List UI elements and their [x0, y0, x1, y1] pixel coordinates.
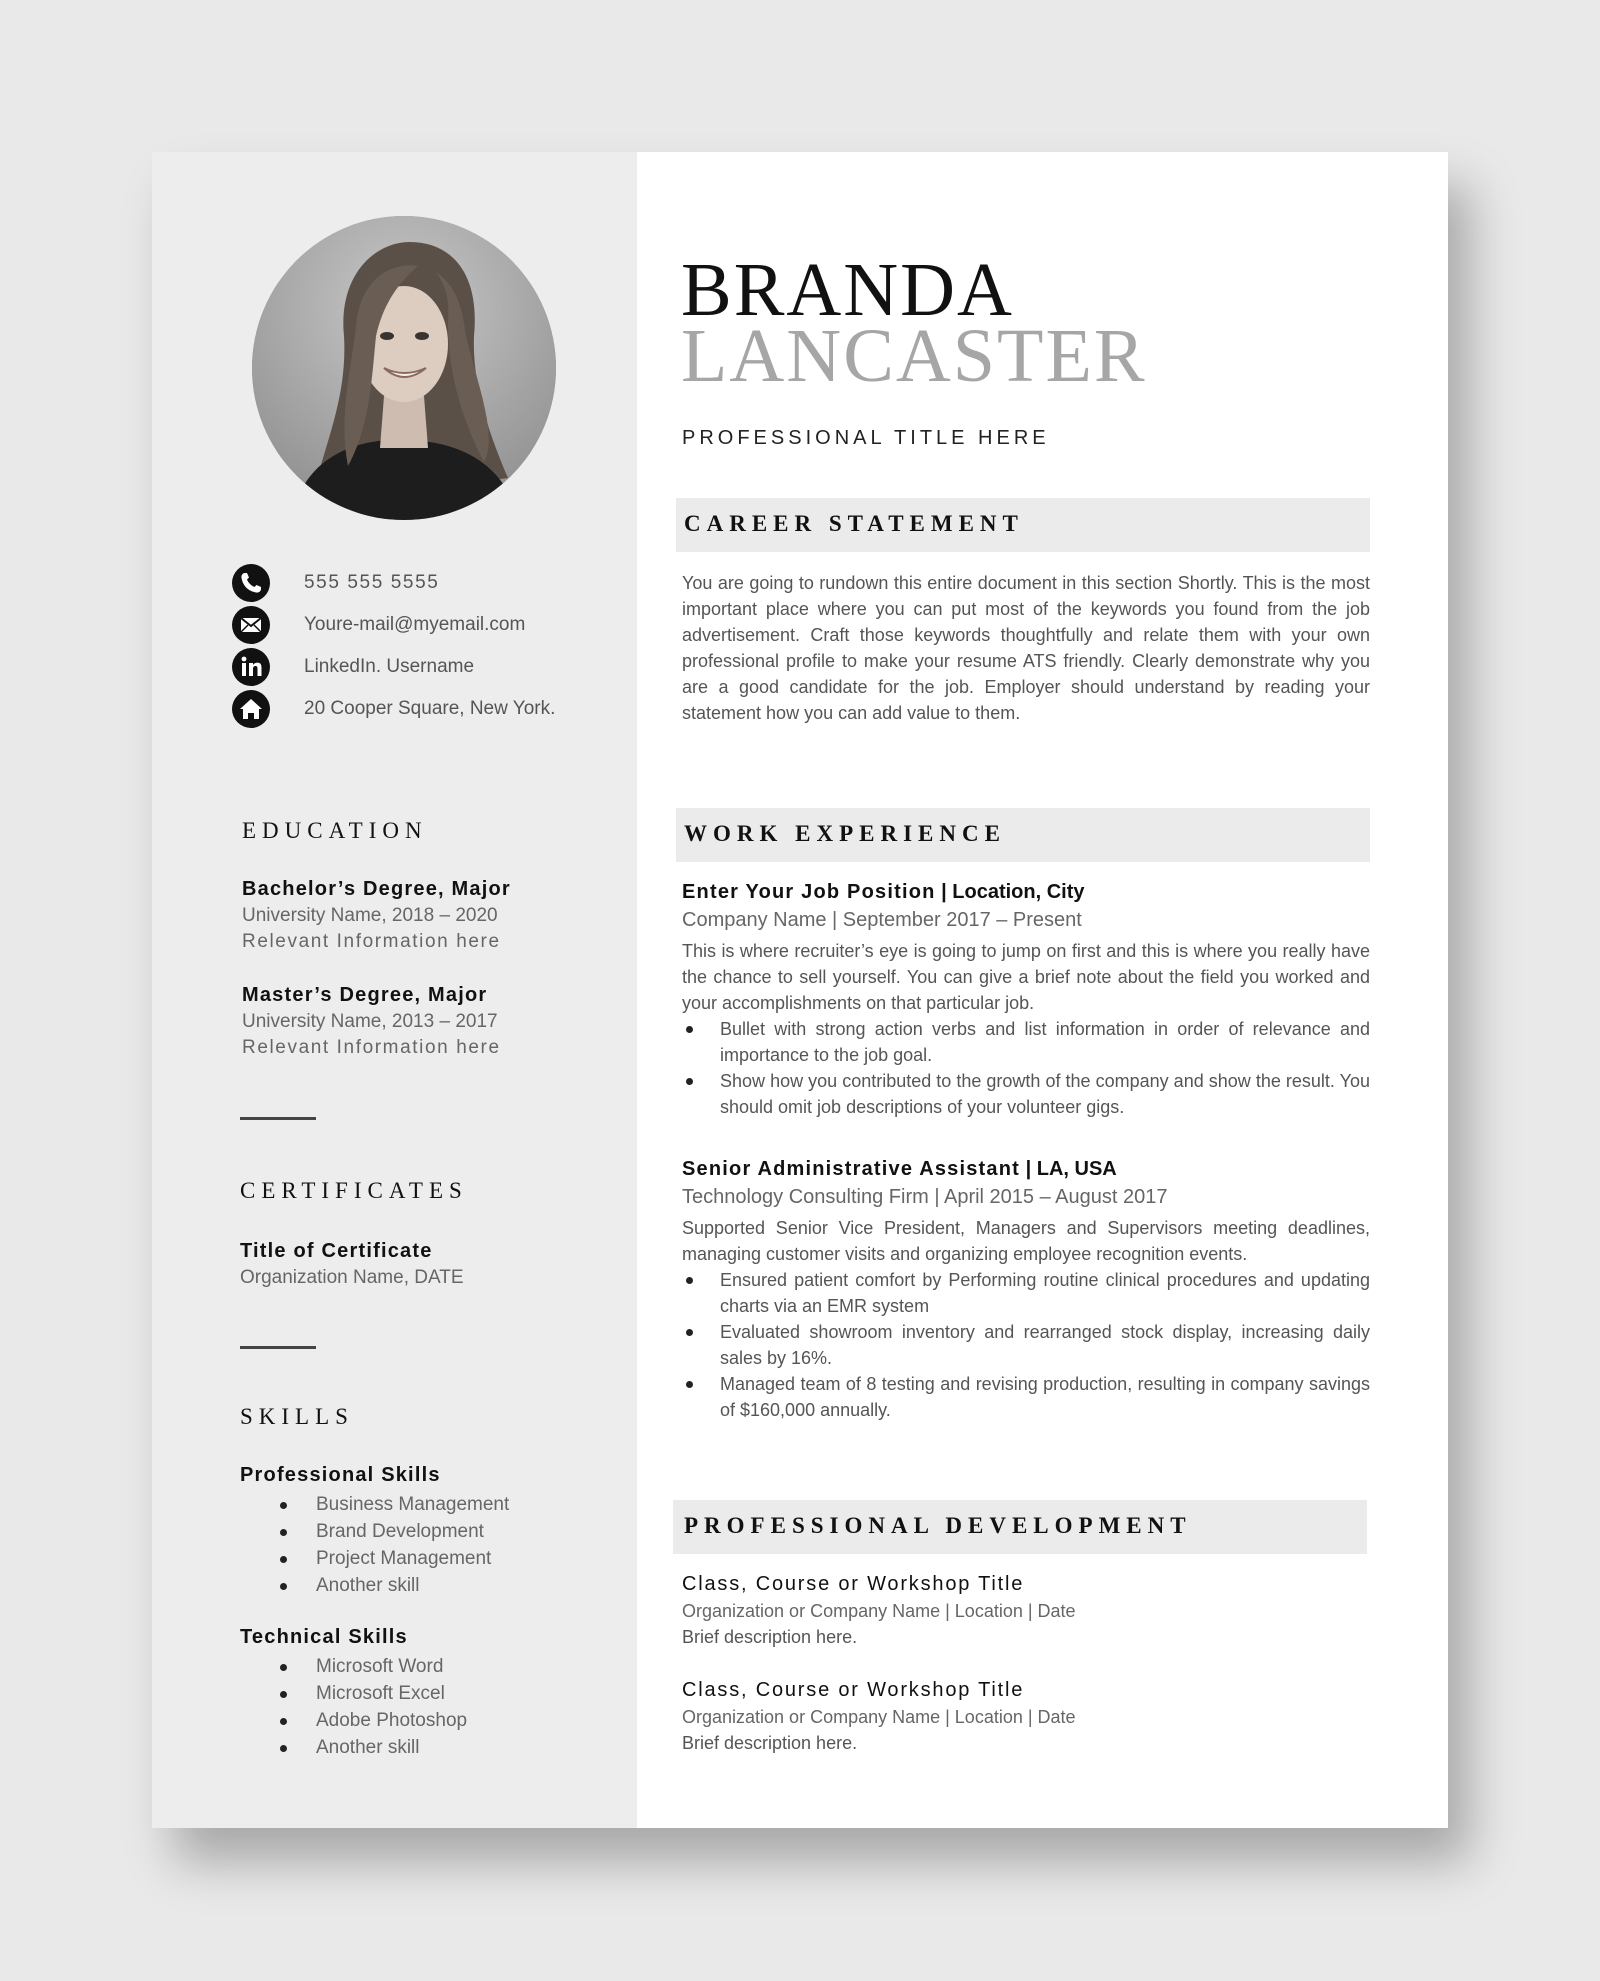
course-title: Class, Course or Workshop Title [682, 1679, 1025, 1701]
last-name: LANCASTER [681, 314, 1147, 398]
info-line: Relevant Information here [242, 1037, 501, 1058]
list-item: Microsoft Word [240, 1653, 620, 1680]
info-line: Relevant Information here [242, 931, 501, 952]
profile-photo [252, 216, 556, 520]
job-bullets [682, 1267, 1370, 1423]
job-entry [682, 878, 1370, 1120]
phone-text: 555 555 5555 [304, 572, 440, 593]
contact-phone [232, 564, 612, 602]
list-item: Ensured patient comfort by Performing routine clinical procedures and updating charts via an EMR system [682, 1267, 1370, 1319]
job-title [682, 878, 1370, 906]
job-position: Enter Your Job Position [682, 881, 936, 903]
technical-skills [240, 1624, 620, 1761]
portrait-image [252, 216, 556, 520]
skills-heading: SKILLS [240, 1404, 354, 1429]
job-location: | Location, City [935, 881, 1085, 903]
job-bullets [682, 1016, 1370, 1120]
course-entry [682, 1570, 1370, 1650]
course-entry [682, 1676, 1370, 1756]
list-item: Adobe Photoshop [240, 1707, 620, 1734]
course-description: Brief description here. [682, 1733, 858, 1753]
career-statement [682, 570, 1370, 726]
career-heading-bar [676, 498, 1370, 552]
education-item [242, 876, 622, 955]
professional-skills-list [240, 1491, 620, 1599]
certificates-heading: CERTIFICATES [240, 1178, 468, 1203]
degree-title: Master’s Degree, Major [242, 984, 488, 1006]
contact-linkedin [232, 648, 612, 686]
course-org: Organization or Company Name | Location | Date [682, 1601, 1076, 1621]
technical-skills-title: Technical Skills [240, 1626, 408, 1648]
job-description: This is where recruiter’s eye is going to jump on first and this is where you really have the chance to sell yourself. You can give a brief note about the field you worked and your accomplishments on that particular job. [682, 941, 1370, 1013]
career-text: You are going to rundown this entire document in this section Shortly. This is the most important place where you can put most of the keywords you found from the job advertisement. Craft those keywords thoughtfully and relate them with your own professional profile to make your resume ATS friendly. Clearly demonstrate why you are a good candidate for the job. Employer should understand by reading your statement how you can add value to them. [682, 573, 1370, 723]
resume-page [152, 152, 1448, 1828]
list-item: Show how you contributed to the growth of the company and show the result. You should omit job descriptions of your volunteer gigs. [682, 1068, 1370, 1120]
professional-title: PROFESSIONAL TITLE HERE [682, 427, 1050, 449]
first-name: BRANDA [681, 248, 1014, 332]
education-item [242, 982, 622, 1061]
email-icon [232, 606, 270, 644]
education-heading: EDUCATION [242, 818, 428, 843]
job-description: Supported Senior Vice President, Managers and Supervisors meeting deadlines, managing customer visits and organizing employee recognition events. [682, 1218, 1370, 1264]
list-item: Managed team of 8 testing and revising production, resulting in company savings of $160,000 annually. [682, 1371, 1370, 1423]
contact-email [232, 606, 612, 644]
contact-address [232, 690, 612, 728]
career-heading: CAREER STATEMENT [684, 511, 1024, 536]
list-item: Bullet with strong action verbs and list information in order of relevance and importance to the job goal. [682, 1016, 1370, 1068]
course-org: Organization or Company Name | Location | Date [682, 1707, 1076, 1727]
section-divider [240, 1346, 316, 1349]
list-item: Another skill [240, 1734, 620, 1761]
development-heading-bar [673, 1500, 1367, 1554]
development-heading: PROFESSIONAL DEVELOPMENT [684, 1513, 1192, 1538]
list-item: Microsoft Excel [240, 1680, 620, 1707]
linkedin-icon [232, 648, 270, 686]
list-item: Brand Development [240, 1518, 620, 1545]
sidebar [152, 152, 637, 1828]
job-title [682, 1155, 1370, 1183]
email-text: Youre-mail@myemail.com [304, 614, 526, 635]
certificate-org: Organization Name, DATE [240, 1267, 464, 1288]
certificate-item [240, 1238, 620, 1291]
job-entry [682, 1155, 1370, 1423]
technical-skills-list [240, 1653, 620, 1761]
work-heading: WORK EXPERIENCE [684, 821, 1006, 846]
degree-title: Bachelor’s Degree, Major [242, 878, 511, 900]
work-heading-bar [676, 808, 1370, 862]
professional-skills [240, 1462, 620, 1599]
linkedin-text: LinkedIn. Username [304, 656, 475, 677]
course-title: Class, Course or Workshop Title [682, 1573, 1025, 1595]
list-item: Project Management [240, 1545, 620, 1572]
school-line: University Name, 2018 – 2020 [242, 905, 498, 926]
list-item: Evaluated showroom inventory and rearranged stock display, increasing daily sales by 16%. [682, 1319, 1370, 1371]
job-position: Senior Administrative Assistant [682, 1158, 1021, 1180]
phone-icon [232, 564, 270, 602]
professional-skills-title: Professional Skills [240, 1464, 441, 1486]
job-company: Company Name | September 2017 – Present [682, 909, 1082, 931]
certificate-title: Title of Certificate [240, 1240, 433, 1262]
list-item: Business Management [240, 1491, 620, 1518]
list-item: Another skill [240, 1572, 620, 1599]
job-location: | LA, USA [1020, 1158, 1117, 1180]
home-icon [232, 690, 270, 728]
course-description: Brief description here. [682, 1627, 858, 1647]
section-divider [240, 1117, 316, 1120]
address-text: 20 Cooper Square, New York. [304, 698, 556, 719]
school-line: University Name, 2013 – 2017 [242, 1011, 498, 1032]
job-company: Technology Consulting Firm | April 2015 – August 2017 [682, 1186, 1168, 1208]
